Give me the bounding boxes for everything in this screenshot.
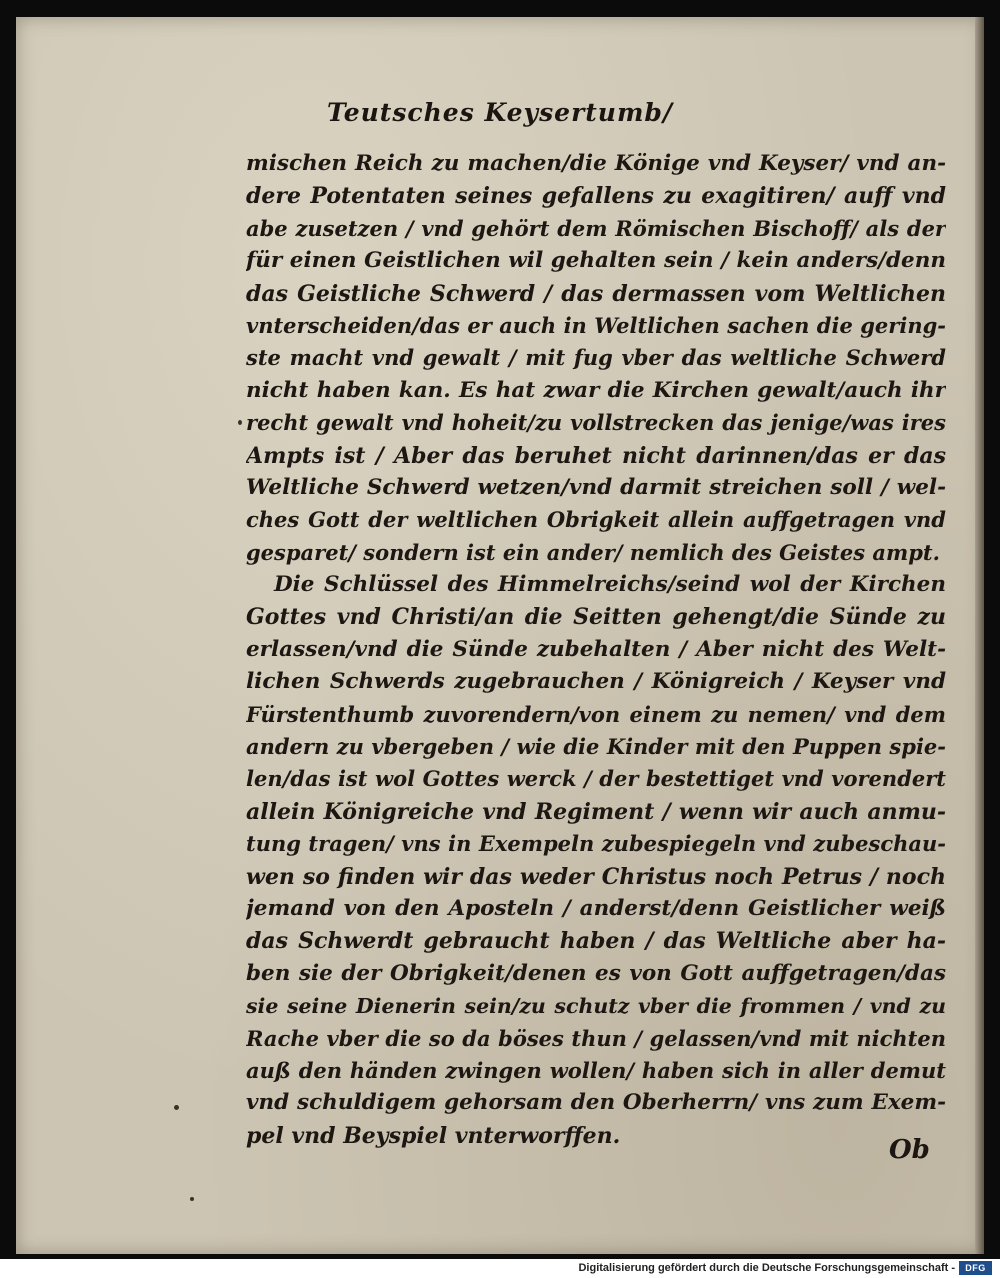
- text-line: dere Potentaten seines gefallens zu exagitiren/ auff vnd: [246, 183, 946, 210]
- page-edge-shadow: [975, 17, 984, 1254]
- text-line: nicht haben kan. Es hat zwar die Kirchen gewalt/auch ihr: [246, 377, 946, 403]
- text-line: Gottes vnd Christi/an die Seitten gehengt/die Sünde zu: [246, 604, 946, 631]
- text-line: für einen Geistlichen wil gehalten sein / kein anders/denn: [246, 248, 946, 274]
- text-line: vnterscheiden/das er auch in Weltlichen sachen die gering-: [246, 312, 946, 338]
- text-line: abe zusetzen / vnd gehört dem Römischen Bischoff/ als der: [246, 215, 946, 241]
- catchword: Ob: [889, 1135, 930, 1165]
- text-line: ben sie der Obrigkeit/denen es von Gott auffgetragen/das: [246, 960, 946, 986]
- text-line: wen so finden wir das weder Christus noch Petrus / noch: [246, 863, 946, 890]
- text-line: das Schwerdt gebraucht haben / das Weltliche aber ha-: [246, 928, 946, 955]
- text-line: Ampts ist / Aber das beruhet nicht darinnen/das er das: [246, 442, 946, 469]
- text-line: ste macht vnd gewalt / mit fug vber das weltliche Schwerd: [246, 345, 946, 371]
- text-line: auß den händen zwingen wollen/ haben sich in aller demut: [246, 1057, 946, 1083]
- text-line: sie seine Dienerin sein/zu schutz vber die frommen / vnd zu: [246, 994, 946, 1019]
- text-line: vnd schuldigem gehorsam den Oberherrn/ vns zum Exem-: [246, 1090, 946, 1116]
- text-line: len/das ist wol Gottes werck / der bestettiget vnd vorendert: [246, 766, 946, 792]
- paper-speck: [190, 1197, 194, 1201]
- text-line: lichen Schwerds zugebrauchen / Königreich / Keyser vnd: [246, 669, 946, 695]
- text-line: allein Königreiche vnd Regiment / wenn wir auch anmu-: [246, 798, 946, 825]
- text-line: tung tragen/ vns in Exempeln zubespiegeln vnd zubeschau-: [246, 831, 946, 857]
- text-line: andern zu vbergeben / wie die Kinder mit den Puppen spie-: [246, 734, 946, 760]
- text-line: Die Schlüssel des Himmelreichs/seind wol der Kirchen: [274, 572, 946, 598]
- paper-speck: [174, 1105, 179, 1110]
- running-header: Teutsches Keysertumb/: [326, 98, 674, 127]
- text-line: das Geistliche Schwerd / das dermassen vom Weltlichen: [246, 280, 946, 307]
- text-line: Fürstenthumb zuvorendern/von einem zu nemen/ vnd dem: [246, 701, 946, 727]
- text-line: mischen Reich zu machen/die Könige vnd Keyser/ vnd an-: [246, 151, 946, 176]
- body-text: [246, 148, 946, 1152]
- footer-credit: Digitalisierung gefördert durch die Deutsche Forschungsgemeinschaft -: [578, 1262, 955, 1274]
- book-page: [16, 17, 984, 1254]
- text-line: gesparet/ sondern ist ein ander/ nemlich des Geistes ampt.: [246, 539, 940, 565]
- text-line: recht gewalt vnd hoheit/zu vollstrecken das jenige/was ires: [246, 410, 946, 436]
- dfg-logo: DFG: [959, 1261, 992, 1275]
- text-line: pel vnd Beyspiel vnterworffen.: [246, 1122, 621, 1149]
- text-line: Weltliche Schwerd wetzen/vnd darmit streichen soll / wel-: [246, 474, 946, 500]
- text-line: jemand von den Aposteln / anderst/denn Geistlicher weiß: [246, 895, 946, 921]
- paper-speck: [238, 420, 242, 425]
- text-line: ches Gott der weltlichen Obrigkeit allein auffgetragen vnd: [246, 507, 946, 533]
- text-line: Rache vber die so da böses thun / gelassen/vnd mit nichten: [246, 1025, 946, 1051]
- text-line: erlassen/vnd die Sünde zubehalten / Aber nicht des Welt-: [246, 636, 946, 662]
